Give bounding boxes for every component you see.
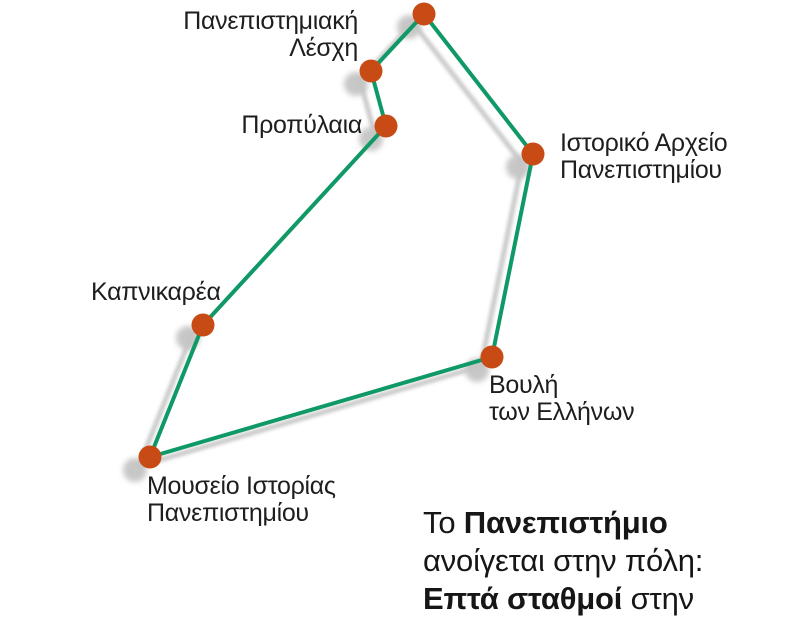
- station-label-vouli-ton-ellinon: [489, 372, 634, 426]
- station-label-line: Πανεπιστημιακή: [183, 7, 358, 35]
- route-line: [492, 154, 533, 357]
- station-dot-propylaia: [375, 115, 398, 138]
- station-label-line: των Ελλήνων: [489, 398, 635, 426]
- route-line-shadow: [139, 366, 481, 466]
- station-label-line: Καπνικαρέα: [91, 278, 221, 306]
- station-label-panepistimiaki-leschi: [183, 8, 358, 62]
- caption-line-1: [423, 504, 703, 542]
- route-line: [203, 126, 386, 325]
- route-line-shadow: [481, 163, 522, 366]
- station-dot-panepistimiaki-leschi: [360, 60, 383, 83]
- caption-line-3: [423, 580, 703, 618]
- station-dot-mouseio-istorias: [139, 446, 162, 469]
- caption-text-regular: Το: [423, 505, 464, 540]
- station-label-line: Προπύλαια: [241, 111, 362, 139]
- shadow-layer: [123, 15, 530, 482]
- station-dot-kapnikarea: [192, 314, 215, 337]
- route-line: [150, 325, 203, 457]
- station-label-line: Μουσείο Ιστορίας: [147, 472, 336, 500]
- caption-text-regular: στην: [622, 581, 694, 616]
- route-line: [424, 14, 533, 154]
- route-line-shadow: [413, 23, 522, 163]
- station-dot-vouli-ton-ellinon: [481, 346, 504, 369]
- station-label-line: Λέσχη: [289, 34, 358, 62]
- station-label-line: Πανεπιστημίου: [560, 156, 722, 184]
- caption-line-2: ανοίγεται στην πόλη:: [423, 543, 704, 578]
- route-lines-layer: [150, 14, 533, 457]
- station-label-line: Πανεπιστημίου: [147, 499, 309, 527]
- caption-text-bold: Επτά σταθμοί: [423, 581, 623, 616]
- route-line: [150, 357, 492, 457]
- station-label-kapnikarea: [91, 279, 221, 306]
- station-label-mouseio-istorias: [147, 473, 336, 527]
- caption-text-bold: Πανεπιστήμιο: [463, 505, 668, 540]
- station-label-line: Ιστορικό Αρχείο: [560, 129, 728, 157]
- route-line: [371, 14, 424, 71]
- station-label-propylaia: [241, 112, 362, 139]
- poster-caption: [423, 504, 703, 618]
- station-label-istoriko-archeio: [560, 130, 727, 184]
- station-dot-station-unlabeled-top: [413, 3, 436, 26]
- station-label-line: Βουλή: [489, 371, 559, 399]
- station-dots-layer: [139, 3, 545, 469]
- station-dot-istoriko-archeio: [522, 143, 545, 166]
